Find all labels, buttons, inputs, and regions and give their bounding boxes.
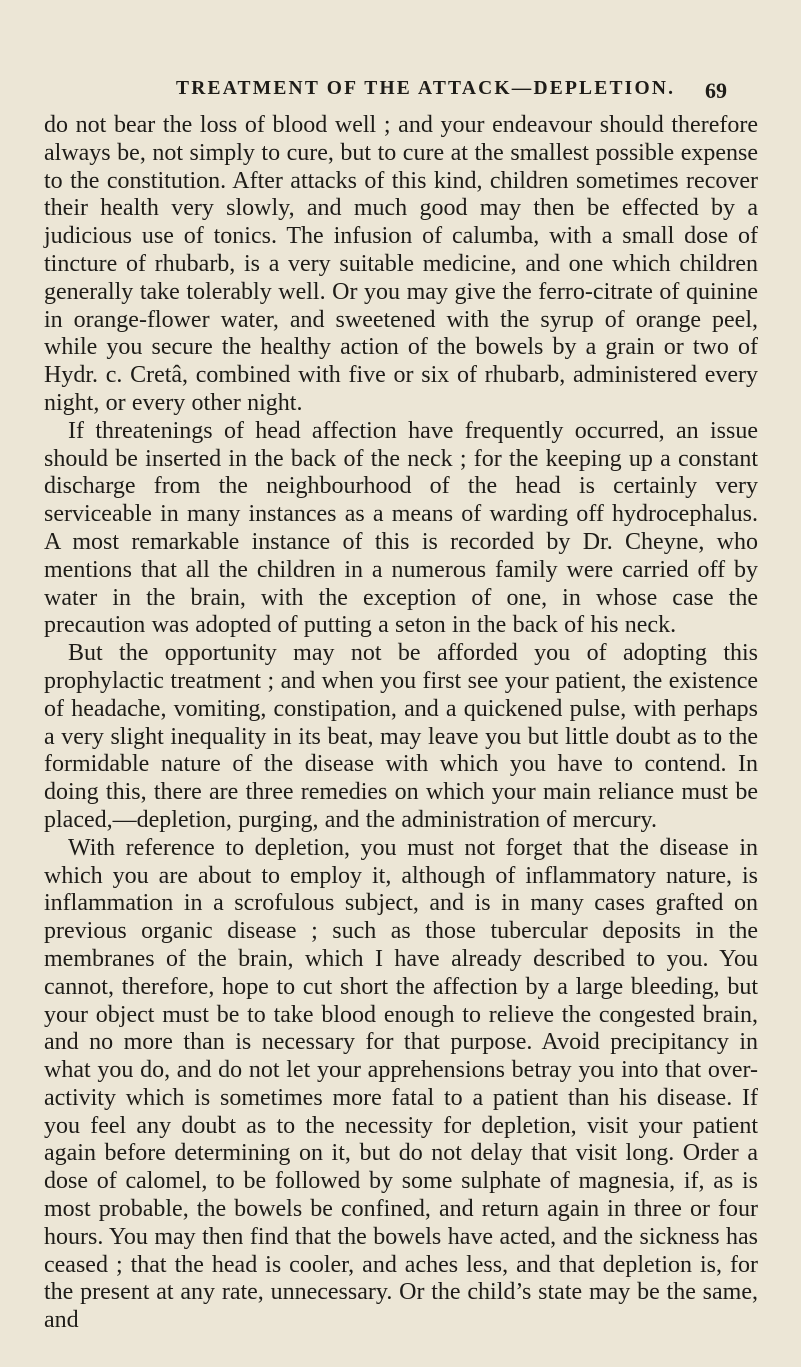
running-header <box>0 78 801 104</box>
paragraph-depletion: With reference to depletion, you must not forget that the disease in which you are about to employ it, although of inflammatory nature, is inflammation in a scrofulous subject, and is in many cases grafted on previous organic disease ; such as those tubercular deposits in the membranes of the brain, which I have already described to you. You cannot, therefore, hope to cut short the affection by a large bleeding, but your object must be to take blood enough to relieve the congested brain, and no more than is necessary for that purpose. Avoid precipitancy in what you do, and do not let your apprehensions betray you into that over-activity which is sometimes more fatal to a patient than his disease. If you feel any doubt as to the necessity for depletion, visit your patient again before determining on it, but do not delay that visit long. Order a dose of calomel, to be followed by some sulphate of magnesia, if, as is most probable, the bowels be confined, and return again in three or four hours. You may then find that the bowels have acted, and the sickness has ceased ; that the head is cooler, and aches less, and that depletion is, for the present at any rate, unnecessary. Or the child’s state may be the same, and <box>44 834 758 1334</box>
page-number: 69 <box>705 78 727 103</box>
body-text <box>44 112 758 1335</box>
paragraph-continued: do not bear the loss of blood well ; and your endeavour should therefore always be, not simply to cure, but to cure at the smallest possible expense to the constitution. After attacks of this kind, children sometimes recover their health very slowly, and much good may then be effected by a judicious use of tonics. The infusion of calumba, with a small dose of tincture of rhubarb, is a very suitable medicine, and one which children generally take tolerably well. Or you may give the ferro-citrate of quinine in orange-flower water, and sweetened with the syrup of orange peel, while you secure the healthy action of the bowels by a grain or two of Hydr. c. Cretâ, combined with five or six of rhubarb, administered every night, or every other night. <box>44 112 758 416</box>
paragraph-prophylactic: But the opportunity may not be afforded you of adopting this prophylactic treatment ; and when you first see your patient, the existence of headache, vomiting, constipation, and a quickened pulse, with perhaps a very slight inequality in its beat, may leave you but little doubt as to the formidable nature of the disease with which you have to contend. In doing this, there are three remedies on which your main reliance must be placed,—depletion, purging, and the administration of mercury. <box>44 640 758 833</box>
paragraph-issue-seton: If threatenings of head affection have frequently occurred, an issue should be inserted in the back of the neck ; for the keeping up a constant discharge from the neighbourhood of the head is certainly very serviceable in many instances as a means of warding off hydrocephalus. A most remarkable instance of this is recorded by Dr. Cheyne, who mentions that all the children in a numerous family were carried off by water in the brain, with the exception of one, in whose case the precaution was adopted of putting a seton in the back of his neck. <box>44 417 758 639</box>
running-title: TREATMENT OF THE ATTACK—DEPLETION. <box>176 78 676 99</box>
